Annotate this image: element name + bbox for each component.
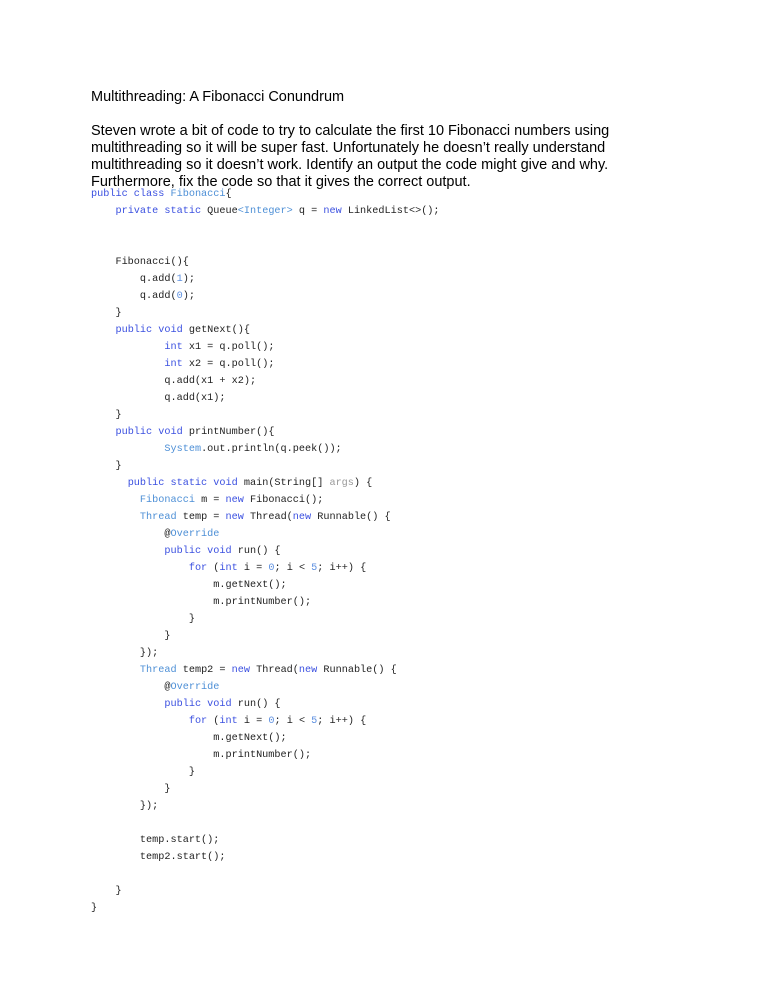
code-line (91, 764, 440, 781)
code-token: } (91, 614, 195, 625)
code-token: public void (164, 699, 238, 710)
code-token: } (91, 767, 195, 778)
code-token: { (225, 189, 232, 200)
code-line (91, 509, 440, 526)
code-token (91, 206, 115, 217)
code-token: ); (182, 291, 195, 302)
code-token: 0 (268, 563, 275, 574)
code-line (91, 798, 440, 815)
code-token: } (91, 886, 122, 897)
code-line (91, 577, 440, 594)
code-token: }); (91, 648, 159, 659)
code-token: int (219, 563, 244, 574)
code-token: ; i++) { (317, 716, 367, 727)
code-token: } (91, 631, 171, 642)
code-token: ( (213, 716, 220, 727)
code-line (91, 713, 440, 730)
code-token: public class (91, 189, 171, 200)
code-token: new (298, 665, 324, 676)
code-line (91, 441, 440, 458)
code-token: Fibonacci(); (250, 495, 324, 506)
code-token: Override (170, 529, 220, 540)
code-token: int (219, 716, 244, 727)
code-line (91, 696, 440, 713)
code-token: } (91, 308, 122, 319)
code-token: public void (164, 546, 238, 557)
code-token: new (292, 512, 318, 523)
code-line (91, 373, 440, 390)
code-token: Fibonacci (139, 495, 195, 506)
code-line (91, 526, 440, 543)
code-token: q = (292, 206, 324, 217)
code-token: Override (170, 682, 220, 693)
code-token: temp2 = (176, 665, 232, 676)
code-token: 5 (311, 716, 318, 727)
code-line (91, 832, 440, 849)
code-token: ; i < (274, 716, 312, 727)
code-token: x2 = q.poll(); (188, 359, 275, 370)
code-token: @ (91, 682, 171, 693)
code-token: System (164, 444, 202, 455)
code-token (91, 495, 140, 506)
code-token: .out.println(q.peek()); (201, 444, 342, 455)
code-token (91, 546, 164, 557)
code-token: }); (91, 801, 159, 812)
code-token: Fibonacci (170, 189, 226, 200)
code-token (91, 665, 140, 676)
code-token: 0 (176, 291, 183, 302)
code-token: new (225, 495, 250, 506)
document-title: Multithreading: A Fibonacci Conundrum (91, 89, 345, 105)
code-line (91, 730, 440, 747)
code-line (91, 679, 440, 696)
code-token (91, 699, 164, 710)
code-token (91, 716, 189, 727)
code-token: LinkedList<>(); (347, 206, 440, 217)
code-token: Thread( (256, 665, 299, 676)
code-block (91, 186, 440, 917)
code-token: m.getNext(); (91, 733, 287, 744)
code-line (91, 407, 440, 424)
code-line (91, 628, 440, 645)
code-line (91, 288, 440, 305)
code-line (91, 271, 440, 288)
code-token: Runnable() { (323, 665, 397, 676)
code-line (91, 475, 440, 492)
code-line (91, 781, 440, 798)
code-token: 0 (268, 716, 275, 727)
code-token: } (91, 784, 171, 795)
code-token: <Integer> (237, 206, 293, 217)
code-token: } (91, 461, 122, 472)
code-line (91, 305, 440, 322)
code-token: public void (115, 325, 189, 336)
code-token: ; i < (274, 563, 312, 574)
code-token: printNumber(){ (188, 427, 275, 438)
code-token: m.printNumber(); (91, 597, 312, 608)
code-token: Runnable() { (317, 512, 391, 523)
code-token: int (164, 342, 189, 353)
code-line (91, 645, 440, 662)
code-token: m.printNumber(); (91, 750, 312, 761)
code-token: ) { (353, 478, 373, 489)
code-token (91, 563, 189, 574)
code-token: ( (213, 563, 220, 574)
code-token (91, 342, 164, 353)
code-token: q.add(x1); (91, 393, 226, 404)
code-line (91, 220, 440, 237)
code-line (91, 594, 440, 611)
code-line (91, 458, 440, 475)
code-token: ); (182, 274, 195, 285)
code-token: @ (91, 529, 171, 540)
code-token: 5 (311, 563, 318, 574)
code-token (91, 512, 140, 523)
code-line (91, 543, 440, 560)
code-token: } (91, 410, 122, 421)
code-token: Thread( (250, 512, 293, 523)
code-token (91, 325, 115, 336)
code-line (91, 356, 440, 373)
code-token: int (164, 359, 189, 370)
code-token: public void (115, 427, 189, 438)
code-line (91, 866, 440, 883)
code-token: Thread (139, 512, 177, 523)
code-token: m.getNext(); (91, 580, 287, 591)
code-token: new (323, 206, 348, 217)
code-token: Thread (139, 665, 177, 676)
code-line (91, 849, 440, 866)
code-token: temp.start(); (91, 835, 220, 846)
code-token: i = (243, 563, 269, 574)
code-line (91, 492, 440, 509)
code-token: m = (194, 495, 226, 506)
code-token: Fibonacci(){ (91, 257, 189, 268)
code-token: q.add(x1 + x2); (91, 376, 257, 387)
code-line (91, 424, 440, 441)
code-line (91, 883, 440, 900)
code-token (91, 444, 164, 455)
code-token: temp = (176, 512, 226, 523)
code-token: run() { (237, 546, 281, 557)
code-token: q.add( (91, 274, 177, 285)
code-token: x1 = q.poll(); (188, 342, 275, 353)
code-token: for (188, 716, 214, 727)
code-token: for (188, 563, 214, 574)
code-line (91, 815, 440, 832)
code-token: i = (243, 716, 269, 727)
code-line (91, 390, 440, 407)
code-token: } (91, 903, 98, 914)
problem-description: Steven wrote a bit of code to try to calculate the first 10 Fibonacci numbers using multithreading so it will be super fast. Unfortunately he doesn’t really understand multithreading so it doesn’t work. Identify an output the code might give and why. Furthermore, fix the code so that it gives the correct output. (91, 123, 610, 190)
code-line (91, 254, 440, 271)
code-line (91, 203, 440, 220)
code-line (91, 186, 440, 203)
code-token: q.add( (91, 291, 177, 302)
code-token: args (329, 478, 354, 489)
code-line (91, 611, 440, 628)
code-token (91, 478, 128, 489)
code-token: new (231, 665, 257, 676)
code-token: Queue (207, 206, 238, 217)
code-token: private static (115, 206, 208, 217)
code-token: 1 (176, 274, 183, 285)
code-token: run() { (237, 699, 281, 710)
code-line (91, 339, 440, 356)
code-token: temp2.start(); (91, 852, 226, 863)
code-line (91, 322, 440, 339)
code-line (91, 747, 440, 764)
code-token (91, 359, 164, 370)
code-line (91, 662, 440, 679)
code-token: ; i++) { (317, 563, 367, 574)
code-token: public static void (127, 478, 244, 489)
code-token: main(String[] (243, 478, 330, 489)
code-line (91, 237, 440, 254)
code-line (91, 560, 440, 577)
code-token (91, 427, 115, 438)
code-line (91, 900, 440, 917)
code-token: new (225, 512, 250, 523)
code-token: getNext(){ (188, 325, 250, 336)
